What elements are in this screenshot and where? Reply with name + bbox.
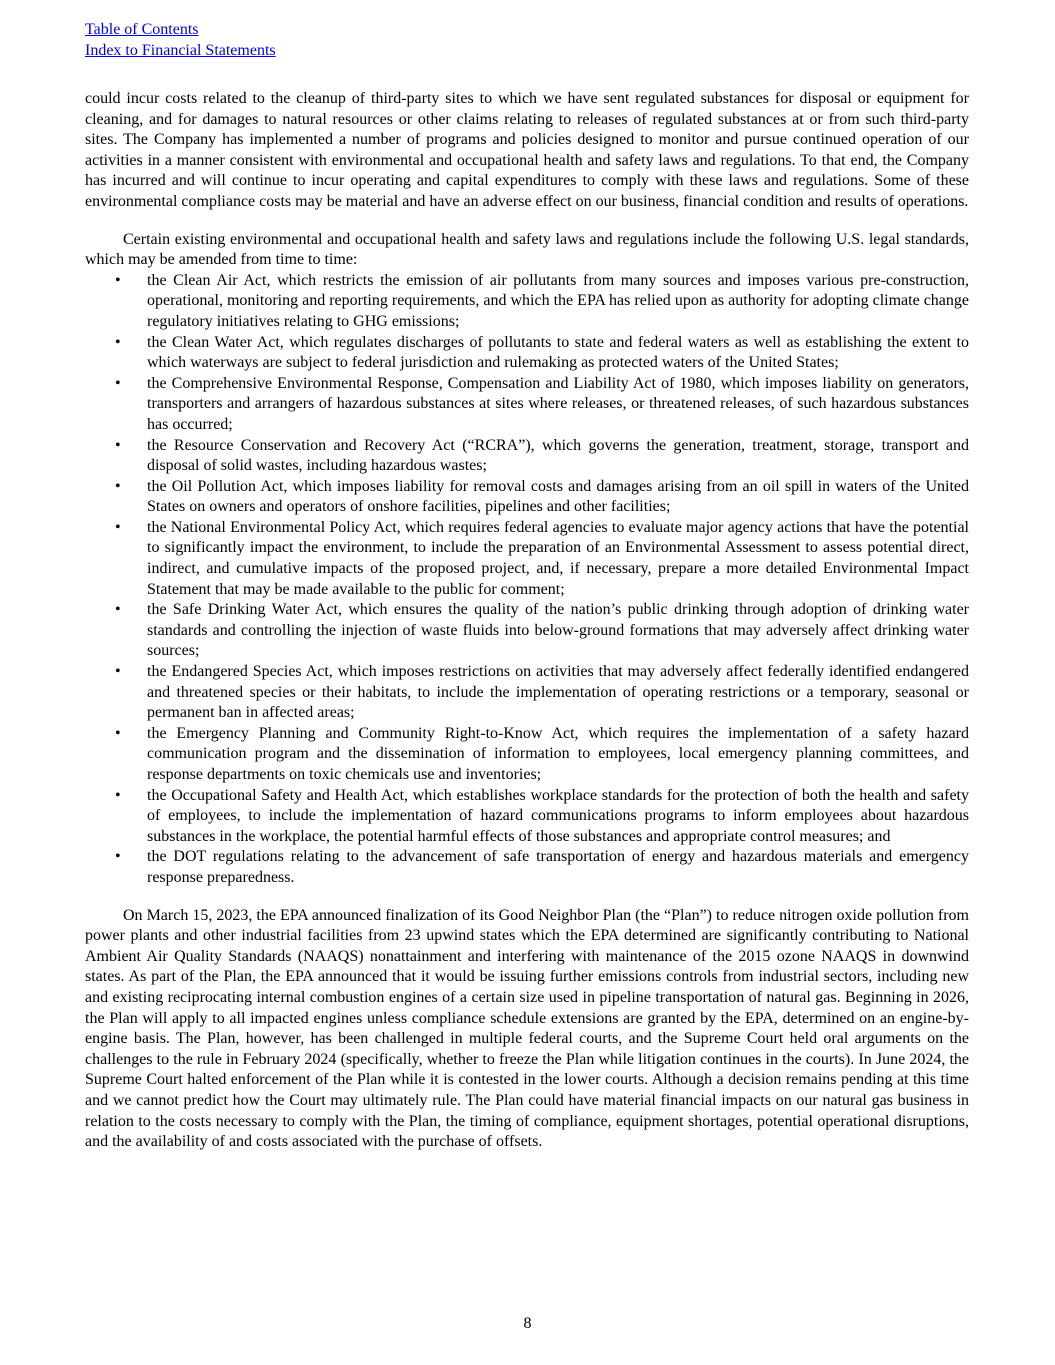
list-item-cercla: [85, 374, 969, 436]
list-item-text: the DOT regulations relating to the advancement of safe transportation of energy and hazardous materials and emergency response preparedness.: [147, 848, 969, 886]
index-to-financial-statements-link[interactable]: Index to Financial Statements: [85, 41, 276, 59]
list-item-dot-regulations: [85, 847, 969, 888]
list-item-text: the Resource Conservation and Recovery Act (“RCRA”), which governs the generation, treatment, storage, transport and disposal of solid wastes, including hazardous wastes;: [147, 436, 969, 475]
paragraph-legal-standards-intro: Certain existing environmental and occupational health and safety laws and regulations include the following U.S. legal standards, which may be amended from time to time:: [85, 230, 969, 269]
bullet-icon: •: [115, 477, 121, 495]
list-item-nepa: [85, 518, 969, 600]
list-item-text: the Comprehensive Environmental Response, Compensation and Liability Act of 1980, which imposes liability on generators, transporters and arrangers of hazardous substances at sites where releases, or threatened releases, of such hazardous substances has occurred;: [147, 374, 969, 433]
list-item-text: the National Environmental Policy Act, which requires federal agencies to evaluate major agency actions that have the potential to significantly impact the environment, to include the preparation of an Environmental Assessment to assess potential direct, indirect, and cumulative impacts of the proposed project, and, if necessary, prepare a more detailed Environmental Impact Statement that may be made available to the public for comment;: [147, 518, 969, 598]
list-item-text: the Clean Air Act, which restricts the emission of air pollutants from many sources and imposes various pre-construction, operational, monitoring and reporting requirements, and which the EPA has relied upon as authority for adopting climate change regulatory initiatives relating to GHG emissions;: [147, 271, 969, 330]
page-number: 8: [523, 1315, 532, 1332]
list-item-text: the Safe Drinking Water Act, which ensures the quality of the nation’s public drinking through adoption of drinking water standards and controlling the injection of waste fluids into below-ground formations that may adversely affect drinking water sources;: [147, 601, 969, 660]
header-links: [85, 20, 276, 61]
list-item-text: the Endangered Species Act, which imposes restrictions on activities that may adversely affect federally identified endangered and threatened species or their habitats, to include the implementation of operating restrictions or a temporary, seasonal or permanent ban in affected areas;: [147, 663, 969, 722]
list-item-text: the Clean Water Act, which regulates discharges of pollutants to state and federal waters as well as establishing the extent to which waterways are subject to federal jurisdiction and rulemaking as protected waters of the United States;: [147, 333, 969, 372]
bullet-icon: •: [115, 848, 121, 866]
list-item-text: the Oil Pollution Act, which imposes liability for removal costs and damages arising from an oil spill in waters of the United States on owners and operators of onshore facilities, pipelines and other facilities;: [147, 477, 969, 516]
list-item-safe-drinking-water-act: [85, 600, 969, 662]
list-item-text: the Emergency Planning and Community Right-to-Know Act, which requires the implementation of a safety hazard communication program and the dissemination of information to employees, local emergency planning committees, and response departments on toxic chemicals use and inventories;: [147, 724, 969, 783]
legal-standards-list: [85, 271, 969, 889]
bullet-icon: •: [115, 436, 121, 454]
table-of-contents-link[interactable]: Table of Contents: [85, 21, 199, 38]
bullet-icon: •: [115, 333, 121, 351]
bullet-icon: •: [115, 663, 121, 681]
bullet-icon: •: [115, 786, 121, 804]
paragraph-continuation: could incur costs related to the cleanup of third-party sites to which we have sent regulated substances for disposal or equipment for cleaning, and for damages to natural resources or other claims relating to releases of regulated substances at or from such third-party sites. The Company has implemented a number of programs and policies designed to monitor and pursue continued operation of our activities in a manner consistent with environmental and occupational health and safety laws and regulations. To that end, the Company has incurred and will continue to incur operating and capital expenditures to comply with these laws and regulations. Some of these environmental compliance costs may be material and have an adverse effect on our business, financial condition and results of operations.: [85, 90, 969, 210]
list-item-osha: [85, 786, 969, 848]
list-item-clean-water-act: [85, 333, 969, 374]
document-body: [85, 89, 969, 1153]
bullet-icon: •: [115, 601, 121, 619]
bullet-icon: •: [115, 518, 121, 536]
bullet-icon: •: [115, 271, 121, 289]
paragraph-good-neighbor-plan: On March 15, 2023, the EPA announced finalization of its Good Neighbor Plan (the “Plan”) to reduce nitrogen oxide pollution from power plants and other industrial facilities from 23 upwind states which the EPA determined are significantly contributing to National Ambient Air Quality Standards (NAAQS) nonattainment and interfering with maintenance of the 2015 ozone NAAQS in downwind states. As part of the Plan, the EPA announced that it would be issuing further emissions controls from industrial sectors, including new and existing reciprocating internal combustion engines of a certain size used in pipeline transportation of natural gas. Beginning in 2026, the Plan will apply to all impacted engines unless compliance schedule extensions are granted by the EPA, determined on an engine-by-engine basis. The Plan, however, has been challenged in multiple federal courts, and the Supreme Court held oral arguments on the challenges to the rule in February 2024 (specifically, whether to freeze the Plan while litigation continues in the courts). In June 2024, the Supreme Court halted enforcement of the Plan while it is contested in the lower courts. Although a decision remains pending at this time and we cannot predict how the Court may ultimately rule. The Plan could have material financial impacts on our natural gas business in relation to the costs necessary to comply with the Plan, the timing of compliance, equipment shortages, potential operational disruptions, and the availability of and costs associated with the purchase of offsets.: [85, 906, 969, 1151]
list-item-oil-pollution-act: [85, 477, 969, 518]
list-item-rcra: [85, 436, 969, 477]
list-item-clean-air-act: [85, 271, 969, 333]
list-item-endangered-species-act: [85, 662, 969, 724]
list-item-text: the Occupational Safety and Health Act, which establishes workplace standards for the protection of both the health and safety of employees, to include the implementation of hazard communications programs to inform employees about hazardous substances in the workplace, the potential harmful effects of those substances and appropriate control measures; and: [147, 786, 969, 845]
bullet-icon: •: [115, 724, 121, 742]
bullet-icon: •: [115, 374, 121, 392]
list-item-epcra: [85, 724, 969, 786]
